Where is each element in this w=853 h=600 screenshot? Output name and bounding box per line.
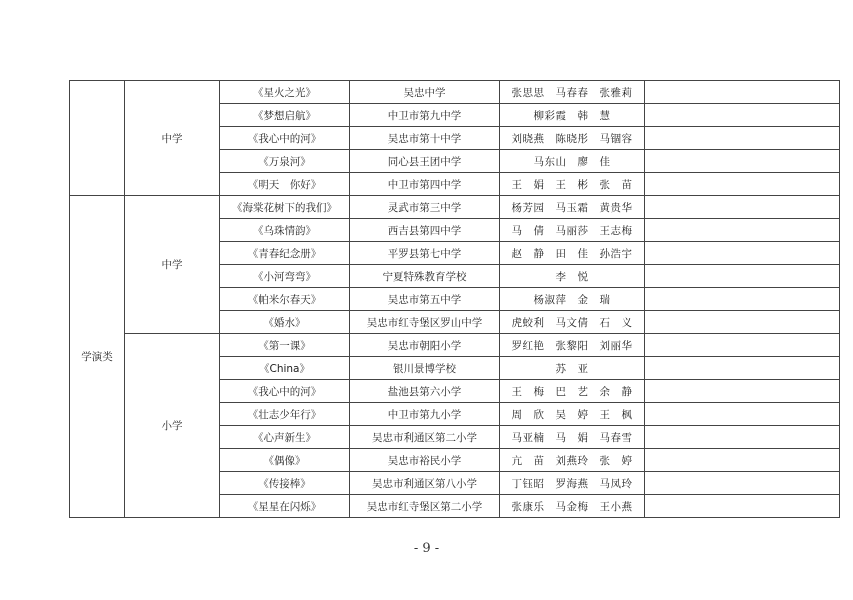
title-cell: 《心声新生》 — [220, 426, 350, 449]
names-cell: 苏 亚 — [500, 357, 645, 380]
school-cell: 西吉县第四中学 — [350, 219, 500, 242]
school-cell: 平罗县第七中学 — [350, 242, 500, 265]
title-cell: 《China》 — [220, 357, 350, 380]
school-cell: 中卫市第九小学 — [350, 403, 500, 426]
blank-cell — [645, 334, 840, 357]
names-cell: 王 娟 王 彬 张 苗 — [500, 173, 645, 196]
title-cell: 《我心中的河》 — [220, 380, 350, 403]
title-cell: 《第一课》 — [220, 334, 350, 357]
level-cell: 小学 — [125, 334, 220, 518]
blank-cell — [645, 104, 840, 127]
school-cell: 银川景博学校 — [350, 357, 500, 380]
category-cell: 学演类 — [70, 196, 125, 518]
blank-cell — [645, 357, 840, 380]
school-cell: 吴忠中学 — [350, 81, 500, 104]
names-cell: 赵 静 田 佳 孙浩宇 — [500, 242, 645, 265]
blank-cell — [645, 472, 840, 495]
title-cell: 《星星在闪烁》 — [220, 495, 350, 518]
school-cell: 吴忠市利通区第八小学 — [350, 472, 500, 495]
blank-cell — [645, 219, 840, 242]
awards-table — [69, 80, 840, 518]
blank-cell — [645, 196, 840, 219]
school-cell: 宁夏特殊教育学校 — [350, 265, 500, 288]
table-row — [70, 81, 840, 104]
title-cell: 《海棠花树下的我们》 — [220, 196, 350, 219]
school-cell: 吴忠市裕民小学 — [350, 449, 500, 472]
names-cell: 丁钰昭 罗海燕 马凤玲 — [500, 472, 645, 495]
names-cell: 张康乐 马金梅 王小燕 — [500, 495, 645, 518]
blank-cell — [645, 403, 840, 426]
page-number: - 9 - — [413, 541, 440, 556]
category-cell-blank — [70, 81, 125, 196]
title-cell: 《传接棒》 — [220, 472, 350, 495]
names-cell: 马亚楠 马 娟 马春雪 — [500, 426, 645, 449]
names-cell: 杨淑萍 金 瑞 — [500, 288, 645, 311]
title-cell: 《明天 你好》 — [220, 173, 350, 196]
names-cell: 马东山 廖 佳 — [500, 150, 645, 173]
title-cell: 《万泉河》 — [220, 150, 350, 173]
blank-cell — [645, 495, 840, 518]
blank-cell — [645, 265, 840, 288]
title-cell: 《乌珠情韵》 — [220, 219, 350, 242]
names-cell: 柳彩霞 韩 慧 — [500, 104, 645, 127]
level-cell: 中学 — [125, 196, 220, 334]
names-cell: 刘晓燕 陈晓彤 马锢容 — [500, 127, 645, 150]
names-cell: 张思思 马春春 张雅莉 — [500, 81, 645, 104]
table-row — [70, 196, 840, 219]
school-cell: 中卫市第四中学 — [350, 173, 500, 196]
school-cell: 吴忠市朝阳小学 — [350, 334, 500, 357]
title-cell: 《青春纪念册》 — [220, 242, 350, 265]
blank-cell — [645, 173, 840, 196]
school-cell: 同心县王团中学 — [350, 150, 500, 173]
blank-cell — [645, 426, 840, 449]
school-cell: 吴忠市红寺堡区第二小学 — [350, 495, 500, 518]
blank-cell — [645, 127, 840, 150]
blank-cell — [645, 81, 840, 104]
title-cell: 《壮志少年行》 — [220, 403, 350, 426]
names-cell: 亢 苗 刘燕玲 张 婷 — [500, 449, 645, 472]
school-cell: 吴忠市红寺堡区罗山中学 — [350, 311, 500, 334]
blank-cell — [645, 311, 840, 334]
blank-cell — [645, 380, 840, 403]
names-cell: 杨芳园 马玉霜 黄贵华 — [500, 196, 645, 219]
school-cell: 吴忠市第十中学 — [350, 127, 500, 150]
school-cell: 吴忠市第五中学 — [350, 288, 500, 311]
names-cell: 周 欣 吴 婷 王 枫 — [500, 403, 645, 426]
blank-cell — [645, 150, 840, 173]
title-cell: 《我心中的河》 — [220, 127, 350, 150]
school-cell: 盐池县第六小学 — [350, 380, 500, 403]
school-cell: 吴忠市利通区第二小学 — [350, 426, 500, 449]
title-cell: 《婚水》 — [220, 311, 350, 334]
blank-cell — [645, 449, 840, 472]
names-cell: 李 悦 — [500, 265, 645, 288]
names-cell: 虎蛟利 马文倩 石 义 — [500, 311, 645, 334]
title-cell: 《小河弯弯》 — [220, 265, 350, 288]
school-cell: 灵武市第三中学 — [350, 196, 500, 219]
title-cell: 《梦想启航》 — [220, 104, 350, 127]
names-cell: 罗红艳 张黎阳 刘丽华 — [500, 334, 645, 357]
blank-cell — [645, 288, 840, 311]
title-cell: 《帕米尔春天》 — [220, 288, 350, 311]
table-body — [70, 81, 840, 518]
level-cell: 中学 — [125, 81, 220, 196]
names-cell: 王 梅 巴 艺 余 静 — [500, 380, 645, 403]
blank-cell — [645, 242, 840, 265]
table-row — [70, 334, 840, 357]
school-cell: 中卫市第九中学 — [350, 104, 500, 127]
names-cell: 马 倩 马丽莎 王志梅 — [500, 219, 645, 242]
title-cell: 《星火之光》 — [220, 81, 350, 104]
title-cell: 《偶像》 — [220, 449, 350, 472]
